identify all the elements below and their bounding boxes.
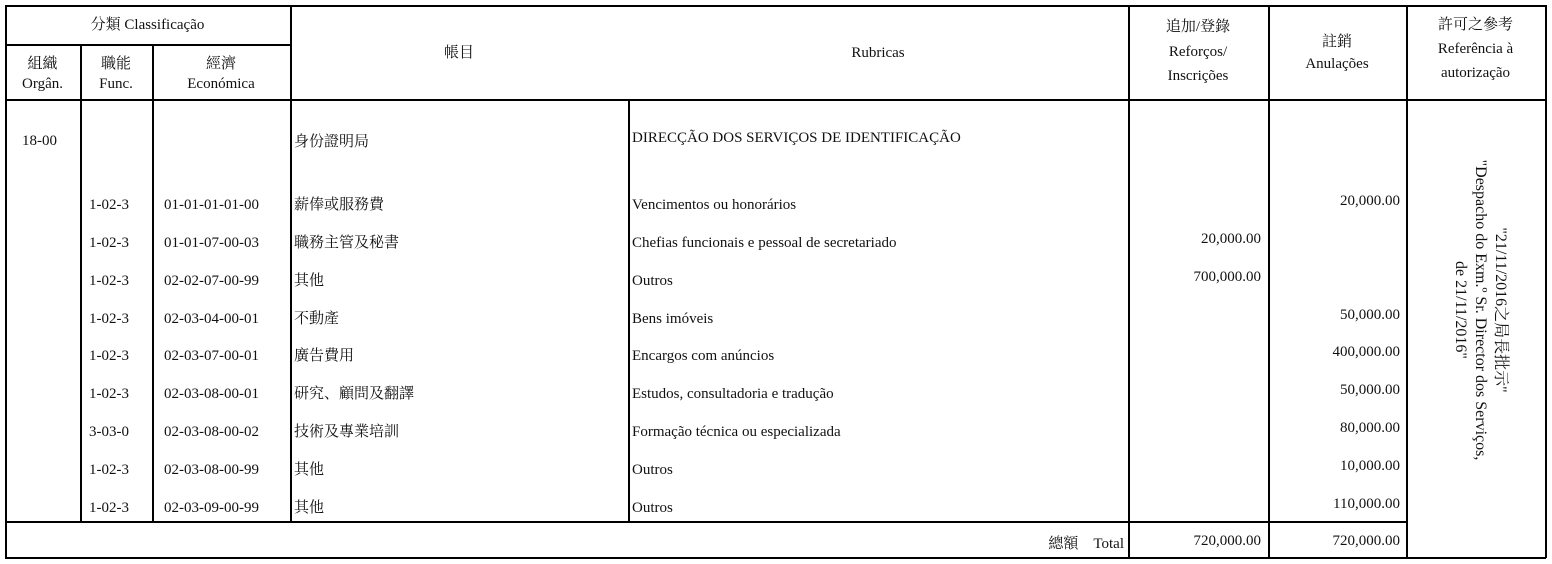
row-pt: Estudos, consultadoria e tradução — [632, 386, 834, 402]
row-zh: 職務主管及秘書 — [294, 235, 400, 251]
col-line-zh — [290, 5, 292, 522]
row-anulacao: 10,000.00 — [1340, 458, 1400, 474]
classification-divider — [5, 44, 290, 46]
col-line-pt — [628, 99, 630, 522]
row-func: 1-02-3 — [89, 311, 129, 327]
row-func: 1-02-3 — [89, 273, 129, 289]
total-label: 總額 Total — [1048, 536, 1124, 552]
header-referencia-pt2: autorização — [1440, 65, 1511, 81]
col-line-anulacoes — [1268, 5, 1270, 558]
header-referencia-zh: 許可之參考 — [1437, 17, 1513, 33]
department-organ: 18-00 — [22, 133, 57, 149]
header-classification: 分類 Classificação — [90, 17, 205, 33]
header-referencia-pt1: Referência à — [1437, 41, 1514, 57]
department-name-pt: DIRECÇÃO DOS SERVIÇOS DE IDENTIFICAÇÃO — [632, 130, 961, 146]
body-bottom-line — [5, 521, 1406, 523]
row-func: 1-02-3 — [89, 235, 129, 251]
row-zh: 研究、顧問及翻譯 — [294, 386, 415, 402]
row-econ: 02-03-04-00-01 — [164, 311, 259, 327]
row-pt: Chefias funcionais e pessoal de secretariado — [632, 235, 897, 251]
authorization-line-1: "21/11/2016之局長批示" — [1492, 227, 1509, 393]
header-econ-zh: 經濟 — [205, 56, 236, 72]
header-account-zh: 帳目 — [443, 45, 474, 61]
row-anulacao: 50,000.00 — [1340, 307, 1400, 323]
header-rubricas: Rubricas — [851, 45, 905, 61]
row-econ: 02-02-07-00-99 — [164, 273, 259, 289]
row-func: 1-02-3 — [89, 462, 129, 478]
row-zh: 其他 — [294, 500, 325, 516]
row-anulacao: 110,000.00 — [1333, 496, 1400, 512]
table-border-bottom — [5, 557, 1546, 559]
row-anulacao: 400,000.00 — [1332, 344, 1400, 360]
row-zh: 廣告費用 — [294, 348, 355, 364]
row-zh: 其他 — [294, 273, 325, 289]
row-econ: 02-03-08-00-02 — [164, 424, 259, 440]
header-anulacoes-zh: 註銷 — [1321, 34, 1352, 50]
row-econ: 02-03-07-00-01 — [164, 348, 259, 364]
row-pt: Bens imóveis — [632, 311, 714, 327]
header-anulacoes-pt: Anulações — [1305, 56, 1369, 72]
total-reforcos: 720,000.00 — [1193, 533, 1261, 549]
header-organ-pt: Orgân. — [22, 76, 63, 92]
row-econ: 02-03-08-00-99 — [164, 462, 259, 478]
row-zh: 技術及專業培訓 — [294, 424, 400, 440]
row-anulacao: 50,000.00 — [1340, 382, 1400, 398]
table-border-top — [5, 5, 1546, 7]
header-func-pt: Func. — [99, 76, 133, 92]
row-pt: Encargos com anúncios — [632, 348, 775, 364]
header-reforcos-pt2: Inscrições — [1167, 68, 1229, 84]
row-zh: 其他 — [294, 462, 325, 478]
total-anulacoes: 720,000.00 — [1332, 533, 1400, 549]
header-func-zh: 職能 — [100, 56, 131, 72]
col-line-referencia — [1406, 5, 1408, 558]
authorization-line-2: "Despacho do Exm.º Sr. Director dos Serviços, — [1472, 159, 1489, 461]
row-func: 3-03-0 — [89, 424, 129, 440]
header-bottom-line — [5, 99, 1546, 101]
row-func: 1-02-3 — [89, 386, 129, 402]
row-reforco: 20,000.00 — [1201, 231, 1261, 247]
row-econ: 02-03-09-00-99 — [164, 500, 259, 516]
authorization-line-3: de 21/11/2016" — [1452, 261, 1469, 359]
row-econ: 01-01-01-01-00 — [164, 197, 259, 213]
row-anulacao: 80,000.00 — [1340, 420, 1400, 436]
row-func: 1-02-3 — [89, 197, 129, 213]
row-pt: Vencimentos ou honorários — [632, 197, 797, 213]
row-pt: Outros — [632, 500, 673, 516]
header-organ-zh: 組織 — [27, 56, 58, 72]
row-zh: 不動產 — [294, 311, 340, 327]
row-pt: Outros — [632, 462, 673, 478]
row-econ: 01-01-07-00-03 — [164, 235, 259, 251]
header-econ-pt: Económica — [187, 76, 255, 92]
row-reforco: 700,000.00 — [1193, 269, 1261, 285]
authorization-reference — [1420, 100, 1540, 520]
col-line-econ — [152, 44, 154, 522]
col-line-func — [80, 44, 82, 522]
department-name-zh: 身份證明局 — [294, 134, 370, 150]
row-econ: 02-03-08-00-01 — [164, 386, 259, 402]
row-zh: 薪俸或服務費 — [294, 197, 385, 213]
row-pt: Formação técnica ou especializada — [632, 424, 841, 440]
row-pt: Outros — [632, 273, 673, 289]
row-func: 1-02-3 — [89, 500, 129, 516]
row-func: 1-02-3 — [89, 348, 129, 364]
col-line-right — [1545, 5, 1547, 558]
header-reforcos-pt1: Reforços/ — [1168, 44, 1228, 60]
row-anulacao: 20,000.00 — [1340, 193, 1400, 209]
header-reforcos-zh: 追加/登錄 — [1165, 19, 1231, 35]
